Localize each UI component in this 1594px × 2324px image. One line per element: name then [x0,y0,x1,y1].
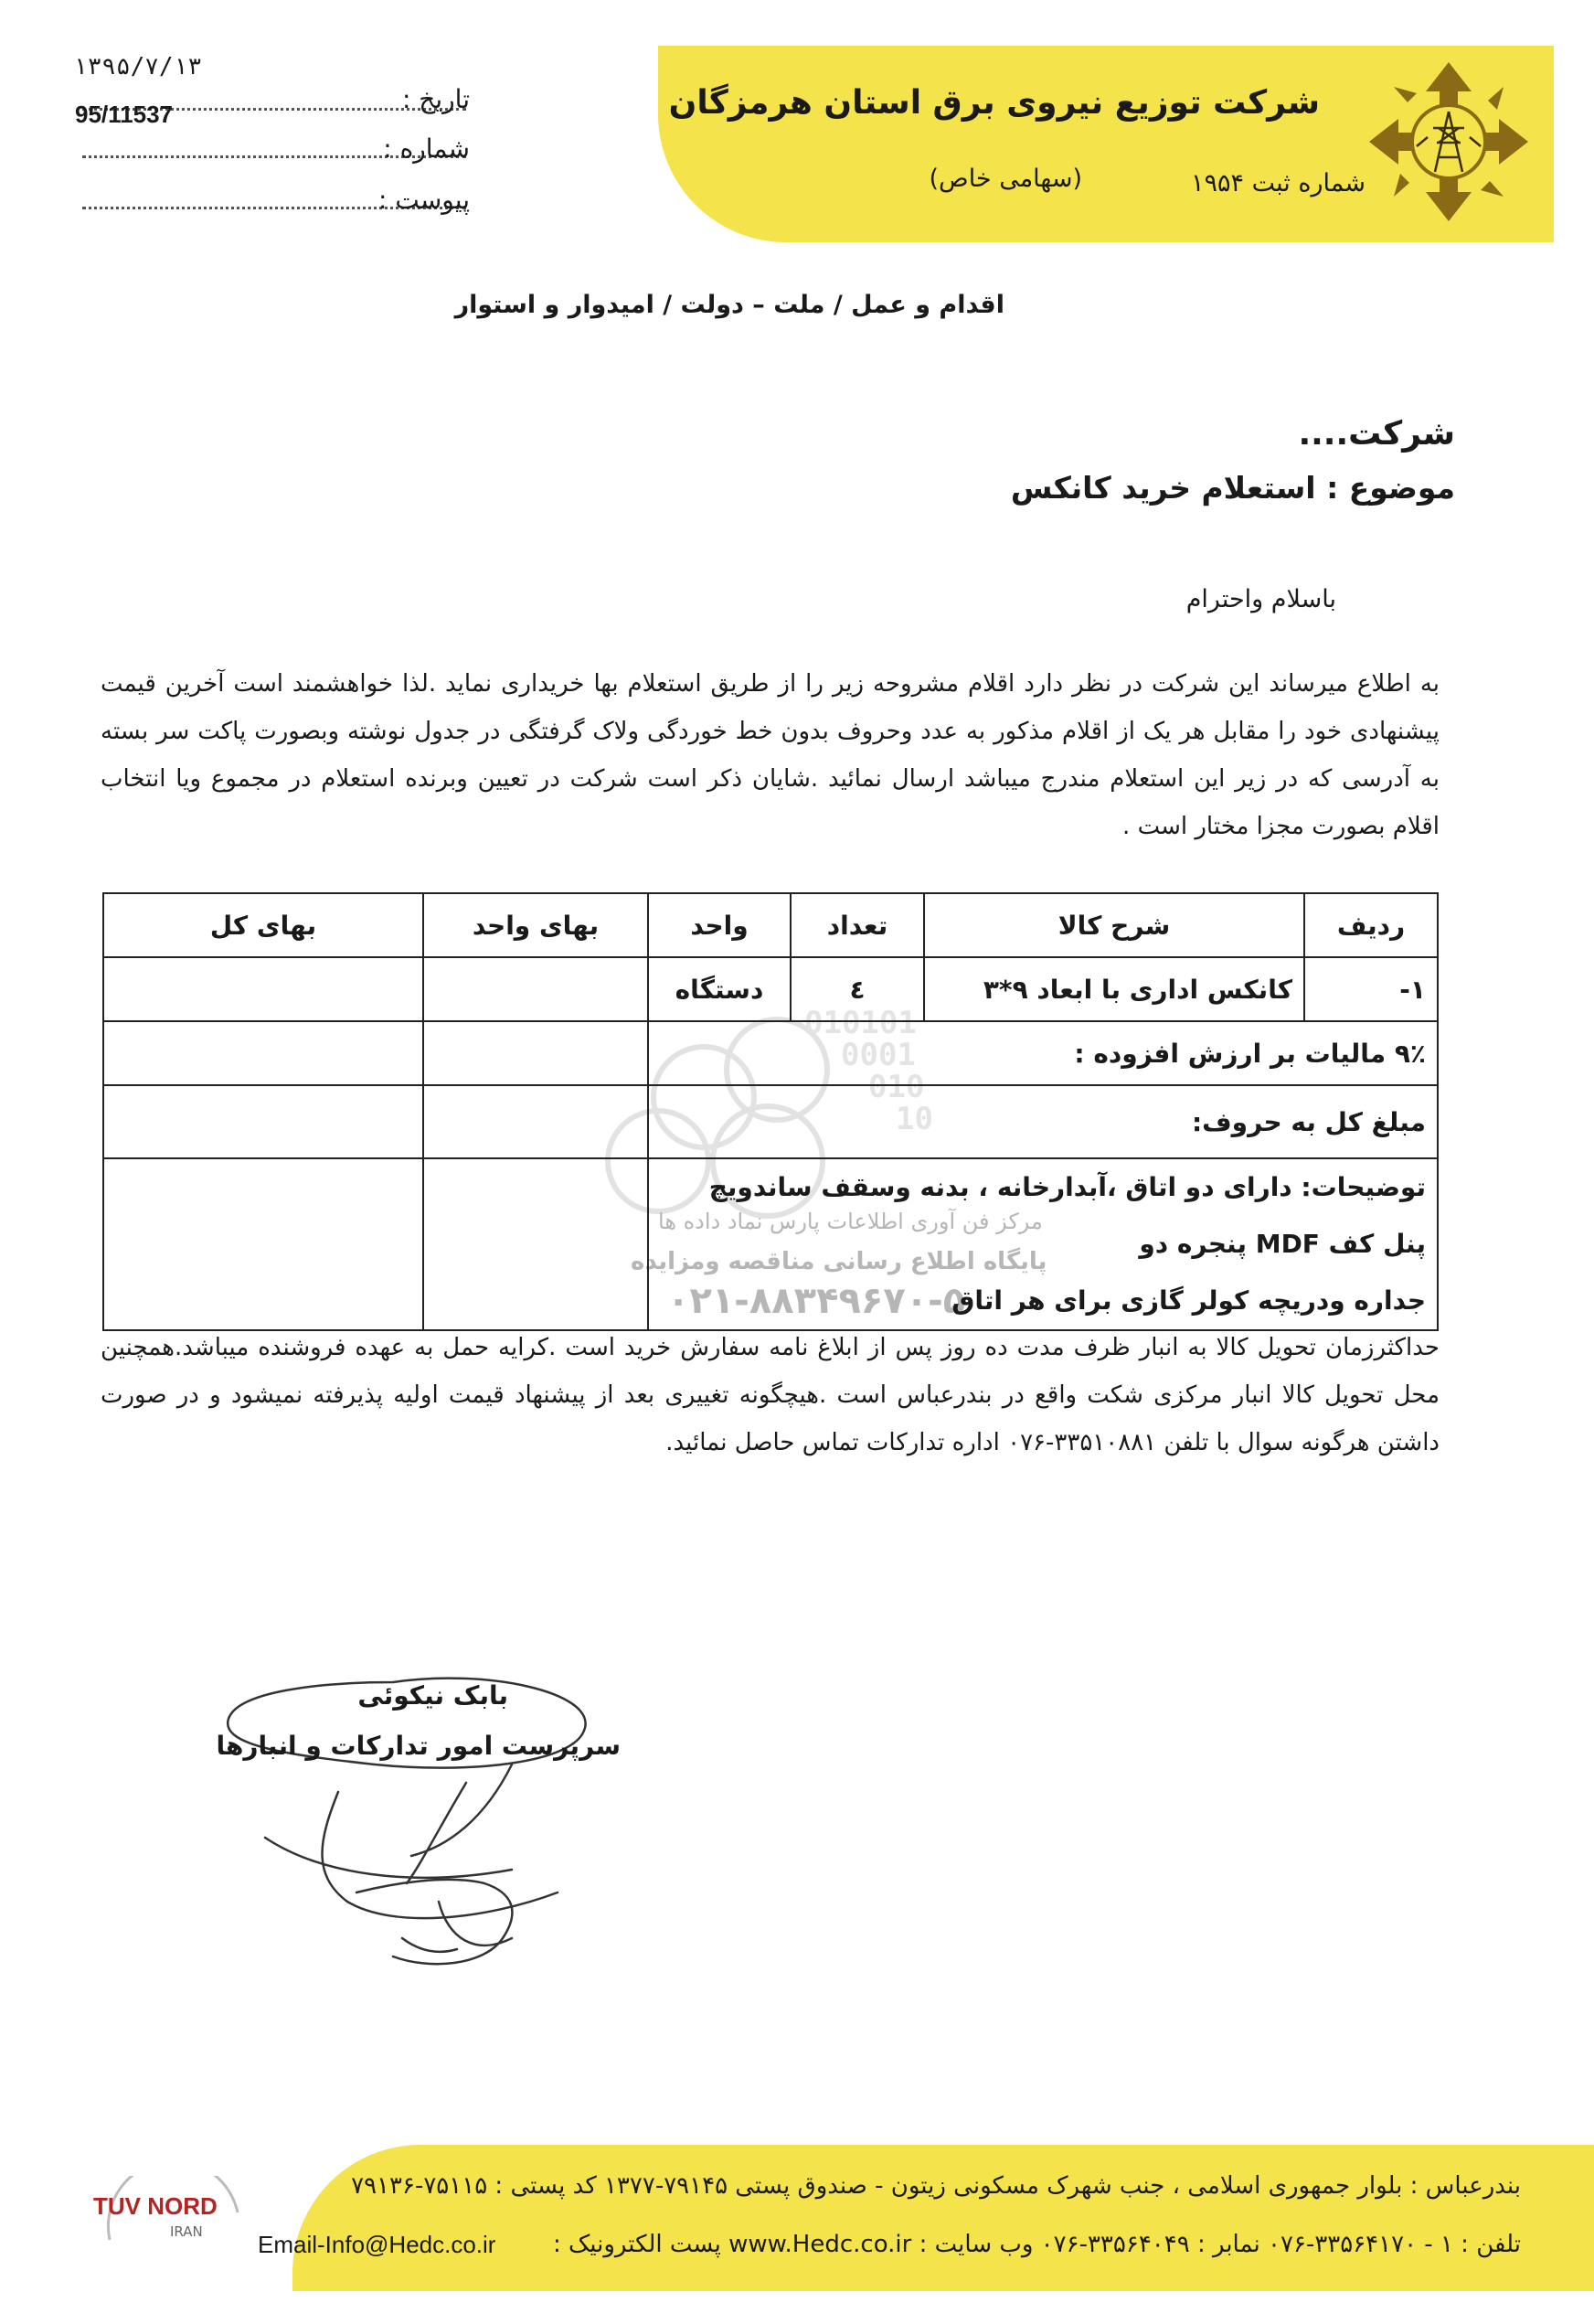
row-quantity: ٤ [791,957,924,1021]
tuv-nord-label: TUV NORD [93,2192,218,2220]
footer-email[interactable]: Email-Info@Hedc.co.ir [258,2231,496,2258]
vat-value[interactable] [103,1021,423,1085]
svg-text:010: 010 [868,1069,925,1105]
watermark-phone: ۰۲۱-۸۸۳۴۹۶۷۰-۵ [667,1280,966,1322]
header-total-price: بهای کل [103,893,423,957]
watermark-line1: مرکز فن آوری اطلاعات پارس نماد داده ها [658,1209,1043,1234]
date-value: ۱۳۹۵/۷/۱۳ [73,53,202,80]
delivery-paragraph: حداکثرزمان تحویل کالا به انبار ظرف مدت ده روز پس از ابلاغ نامه سفارش خرید است .کرایه حمل به عهده فروشنده میباشد.همچنین محل تحویل کالا انبار مرکزی شکت واقع در بندرعباس است .هیچگونه تغییری بعد از پیشنهاد قیمت اولیه پذیرفته نمیشود و در صورت داشتن هرگونه سوال با تلفن ۳۳۵۱۰۸۸۱-۰۷۶ اداره تدارکات تماس حاصل نمائید. [101,1334,1440,1456]
signer-title: سرپرست امور تدارکات و انبارها [216,1731,621,1761]
vat-row [103,1021,1438,1085]
vat-label: ۹٪ مالیات بر ارزش افزوده : [648,1021,1438,1085]
greeting: باسلام واحترام [1185,585,1336,613]
footer-contact: تلفن : ۱ - ۳۳۵۶۴۱۷۰-۰۷۶ نمابر : ۳۳۵۶۴۰۴۹-۰۷۶ وب سایت : www.Hedc.co.ir پست الکترونیک : [553,2231,1521,2258]
footer-band [292,2145,1594,2291]
signer-name: بابک نیکوئی [357,1680,508,1711]
svg-text:010101: 010101 [804,1005,917,1041]
total-words-label: مبلغ کل به حروف: [648,1085,1438,1158]
notes-line1: توضیحات: دارای دو اتاق ،آبدارخانه ، بدنه وسقف ساندویچ پنل کف MDF پنجره دو [708,1172,1426,1259]
items-table [102,892,1439,1331]
notes-unit-cell [423,1158,648,1330]
svg-text:0001: 0001 [841,1037,916,1073]
notes-cell [648,1158,1438,1330]
notes-row [103,1158,1438,1330]
svg-text:10: 10 [896,1101,933,1137]
header-description: شرح کالا [924,893,1304,957]
header-quantity: تعداد [791,893,924,957]
total-words-value[interactable] [103,1085,423,1158]
total-words-unit-cell [423,1085,648,1158]
row-no: ۱- [1304,957,1438,1021]
header-unit-price: بهای واحد [423,893,648,957]
footer-address: بندرعباس : بلوار جمهوری اسلامی ، جنب شهرک مسکونی زیتون - صندوق پستی ۷۹۱۴۵-۱۳۷۷ کد پستی : ۷۵۱۱۵-۷۹۱۳۶ [351,2172,1521,2200]
attachment-label: پیوست : [378,185,470,215]
addressee: شرکت.... [1298,415,1455,453]
total-words-row [103,1085,1438,1158]
table-header-row [103,893,1438,957]
row-unit: دستگاه [648,957,791,1021]
company-name: شرکت توزیع نیروی برق استان هرمزگان [668,84,1320,122]
slogan: اقدام و عمل / ملت – دولت / امیدوار و استوار [454,291,1004,319]
tuv-country-label: IRAN [170,2223,203,2240]
signature-scribble [210,1664,631,1993]
power-tower-logo [1362,55,1536,229]
company-type: (سهامی خاص) [929,165,1082,193]
watermark-line2: پایگاه اطلاع رسانی مناقصه ومزایده [631,1248,1047,1275]
row-total-price[interactable] [103,957,423,1021]
subject: موضوع : استعلام خرید کانکس [1010,470,1455,506]
table-row [103,957,1438,1021]
date-label: تاریخ : [401,84,470,114]
registration-number: شماره ثبت ۱۹۵۴ [1191,169,1366,197]
row-unit-price[interactable] [423,957,648,1021]
header-row-no: ردیف [1304,893,1438,957]
letter-number: 95/11537 [75,101,174,128]
vat-unit-cell [423,1021,648,1085]
notes-total-cell [103,1158,423,1330]
notes-line2: جداره ودریچه کولر گازی برای هر اتاق [951,1285,1426,1316]
number-label: شماره : [383,133,470,164]
intro-paragraph: به اطلاع میرساند این شرکت در نظر دارد اقلام مشروحه زیر را از طریق استعلام بها خریداری نماید .لذا خواهشمند است آخرین قیمت پیشنهادی خود را مقابل هر یک از اقلام مذکور به عدد وحروف بدون خط خوردگی ولاک گرفتگی در جدول نوشته وبصورت پاکت سر بسته به آدرسی که در زیر این استعلام مندرج میباشد ارسال نمائید .شایان ذکر است شرکت در تعیین وبرنده استعلام در مجموع ویا انتخاب اقلام بصورت مجزا مختار است . [101,670,1440,840]
row-description: کانکس اداری با ابعاد ۹*۳ [924,957,1304,1021]
header-unit: واحد [648,893,791,957]
